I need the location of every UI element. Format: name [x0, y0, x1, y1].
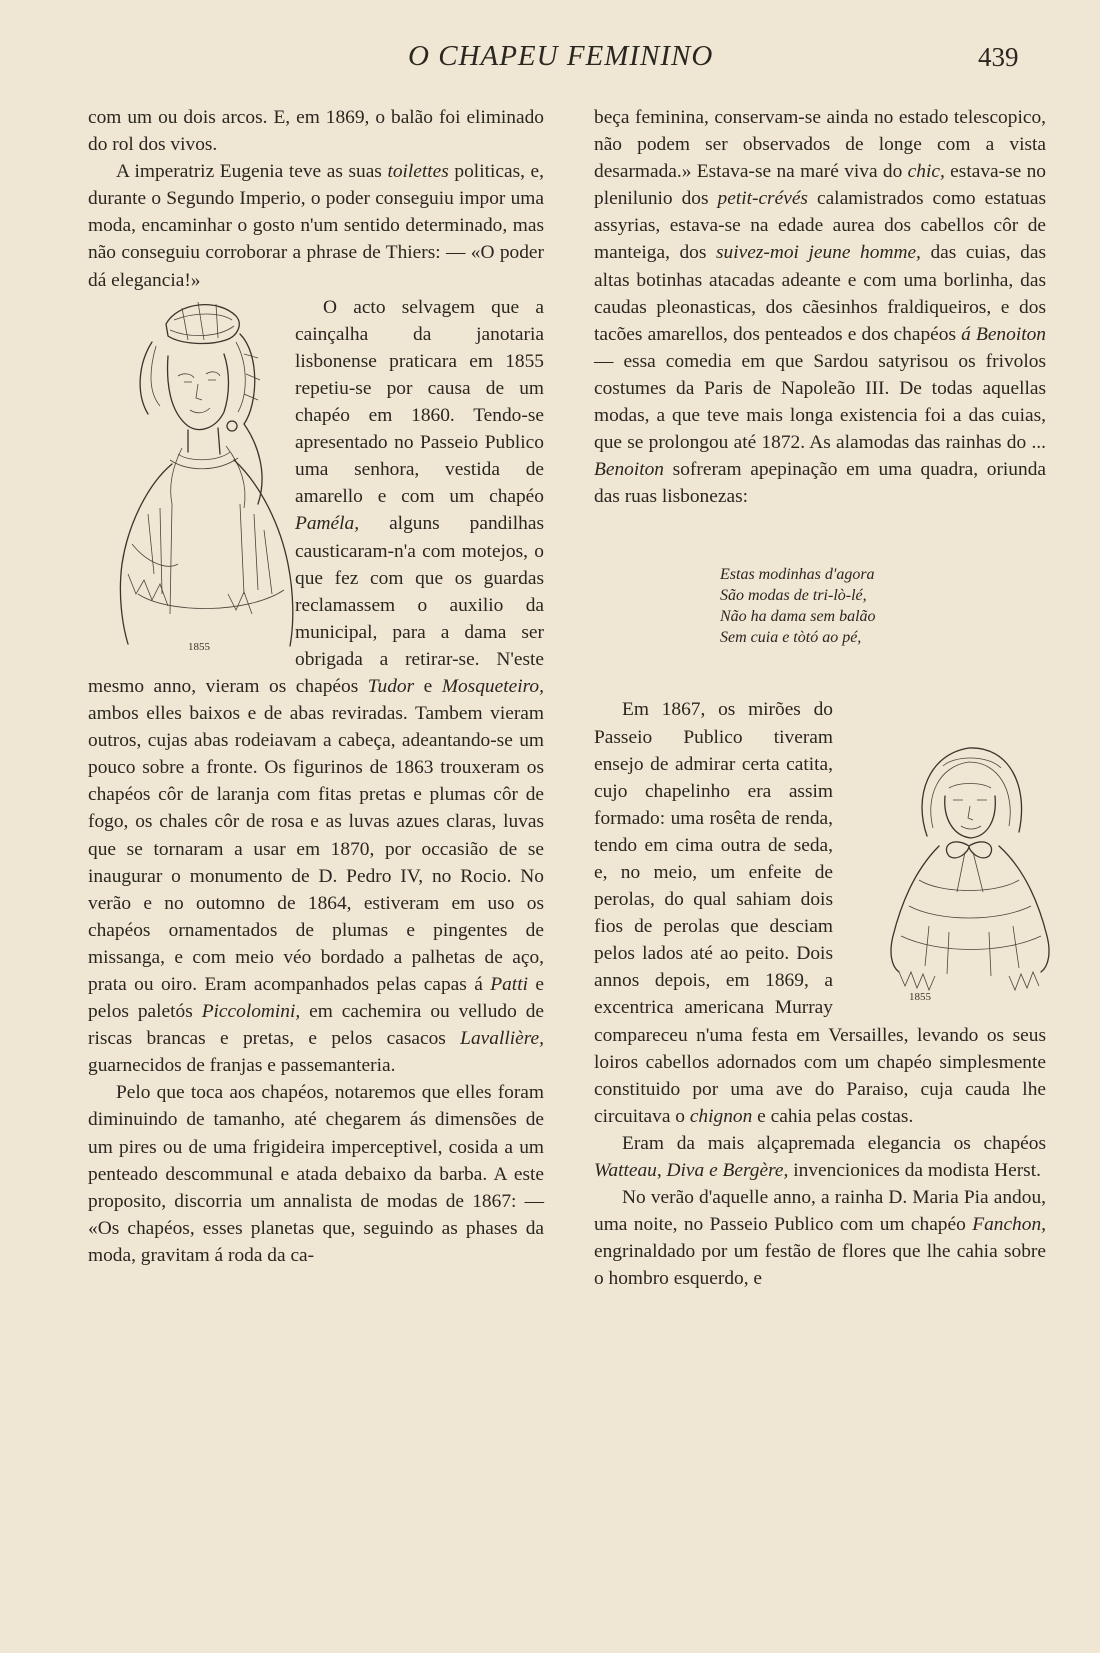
italic-term: Watteau, Diva e Bergère,	[594, 1160, 789, 1181]
left-column	[88, 104, 544, 1269]
hat-illustration-1855-right	[841, 696, 1046, 1016]
text-run: beça feminina, conservam-se ainda no estado telescopico, não podem ser observados de longe com a vista desarmada.» Estava-se na maré viva do	[594, 107, 1046, 183]
italic-term: Patti	[490, 974, 528, 995]
figure-caption: 1855	[188, 640, 210, 653]
verse-line: Não ha dama sem balão	[720, 608, 876, 626]
text-run: alguns pandilhas causticaram-n'a com motejos, o que fez com que os guardas reclamassem o auxilio da municipal, para a dama ser obrigada a retirar-se. N'este mesmo anno, vieram os chapéos	[88, 513, 544, 697]
verse-line: São modas de tri-lò-lé,	[720, 587, 867, 605]
text-run: No verão d'aquelle anno, a rainha D. Maria Pia andou, uma noite, no Passeio Publico com um chapéo	[594, 1187, 1046, 1236]
text-run: engrinaldado por um festão de flores que lhe cahia sobre o hombro esquerdo, e	[594, 1241, 1046, 1290]
text-run: e pelos paletós	[88, 974, 544, 1023]
text-run: estava-se no plenilunio dos	[594, 161, 1046, 210]
text-run: A imperatriz Eugenia teve as suas	[116, 161, 388, 183]
paragraph: Pelo que toca aos chapéos, notaremos que elles foram diminuindo de tamanho, até chegarem ás dimensões de um pires ou de uma frigideira imperceptivel, cosida a um penteado descommunal e atada debaixo da barba. A este proposito, discorria um annalista de modas de 1867: — «Os chapéos, esses planetas que, seguindo as phases da moda, gravitam á roda da ca-	[88, 1082, 544, 1266]
text-run: Em 1867, os mirões do Passeio Publico tiveram ensejo de admirar certa catita, cujo chapelinho era assim formado: uma rosêta de renda, tendo em cima outra de seda, e, no meio, um enfeite de perolas, do qual sahiam dois fios de perolas que desciam pelos lados até ao peito. Dois annos depois, em 1869, a excentrica americana Murray compareceu n'uma festa em Versailles, levando os seus loiros cabellos adornados com um chapéo simplesmente constituido por uma ave do Paraiso, cuja cauda lhe circuitava o	[594, 699, 1046, 1127]
running-header	[0, 36, 1100, 76]
italic-term: Lavallière,	[460, 1028, 544, 1050]
text-run: invencionices da modista Herst.	[788, 1160, 1041, 1181]
text-run: guarnecidos de franjas e passemanteria.	[88, 1055, 396, 1077]
text-run: e cahia pelas costas.	[752, 1105, 914, 1127]
text-run: das cuias, das altas botinhas atacadas adeante e com uma borlinha, das caudas pleonasticas, dos cãesinhos fraldiqueiros, e dos tacões amarellos, dos penteados e dos chapéos	[594, 242, 1046, 345]
italic-term: Fanchon,	[972, 1214, 1046, 1236]
paragraph	[594, 1130, 1046, 1184]
hat-illustration-1855-left	[80, 294, 285, 656]
figure-caption: 1855	[909, 991, 931, 1004]
text-run: O acto selvagem que a cainçalha da janotaria lisbonense praticara em 1855 repetiu-se por causa de um chapéo em 1860. Tendo-se apresentado no Passeio Publico uma senhora, vestida de amarello e com um chapéo	[295, 296, 544, 508]
paragraph	[594, 104, 1046, 510]
paragraph	[88, 158, 544, 293]
text-run: em cachemira ou velludo de riscas brancas e pretas, e pelos casacos	[88, 1001, 544, 1050]
text-run: calamistrados como estatuas assyrias, estava-se na edade aurea dos cabellos côr de manteiga, dos	[594, 188, 1046, 264]
text-run: — essa comedia em que Sardou satyrisou os frivolos costumes da Paris de Napoleão III. De todas aquellas modas, a que teve mais longa existencia foi a das cuias, que se prolongou até 1872. As alamodas das rainhas do ...	[594, 350, 1046, 454]
right-column	[594, 104, 1046, 1292]
verse-quatrain	[720, 564, 1046, 648]
italic-term: chignon	[689, 1105, 753, 1127]
paragraph	[594, 1184, 1046, 1292]
italic-term: Tudor	[367, 675, 415, 697]
italic-term: chic,	[907, 161, 945, 183]
italic-term: á Benoiton	[961, 323, 1046, 345]
text-run: Eram da mais alçapremada elegancia os chapéos	[622, 1132, 1046, 1154]
italic-term: petit-crévés	[717, 188, 808, 210]
italic-term: suivez-moi jeune homme,	[716, 242, 921, 264]
text-run: ambos elles baixos e de abas reviradas. Tambem vieram outros, cujas abas rodeiavam a cabeça, adeantando-se um pouco sobre a fronte. Os figurinos de 1863 trouxeram os chapéos côr de laranja com fitas pretas e plumas côr de fogo, os chales côr de rosa e as luvas azues claras, luvas que se tornaram a usar em 1870, por occasião de se inaugurar o monumento de D. Pedro IV, no Rocio. No verão e no outomno de 1864, estiveram em uso os chapéos ornamentados de plumas e pingentes de missanga, e com meio véo bordado a palhetas de aço, prata ou oiro. Eram acompanhados pelas capas á	[88, 703, 544, 995]
verse-line: Sem cuia e tòtó ao pé,	[720, 629, 862, 647]
text-run: e	[414, 675, 442, 697]
chapter-title: O CHAPEU FEMININO	[408, 40, 714, 72]
woman-in-hat-drawing	[108, 294, 313, 656]
text-run: politicas, e, durante o Segundo Imperio, o poder conseguiu impor uma moda, encaminhar o gosto n'um sentido determinado, mas não conseguiu corroborar a phrase de Thiers: — «O poder dá elegancia!»	[88, 161, 544, 291]
paragraph	[594, 696, 1046, 1130]
paragraph	[88, 294, 544, 1080]
italic-term: Benoiton	[594, 459, 665, 481]
woman-in-bonnet-drawing	[869, 696, 1074, 1016]
italic-term: toilettes	[387, 161, 449, 183]
paragraph: com um ou dois arcos. E, em 1869, o balão foi eliminado do rol dos vivos.	[88, 107, 544, 156]
page-number: 439	[978, 42, 1019, 72]
italic-term: Paméla,	[295, 513, 360, 535]
italic-term: Mosqueteiro,	[441, 675, 544, 697]
verse-line: Estas modinhas d'agora	[720, 566, 875, 584]
text-run: sofreram apepinação em uma quadra, oriunda das ruas lisbonezas:	[594, 459, 1046, 508]
italic-term: Piccolomini,	[201, 1001, 301, 1023]
